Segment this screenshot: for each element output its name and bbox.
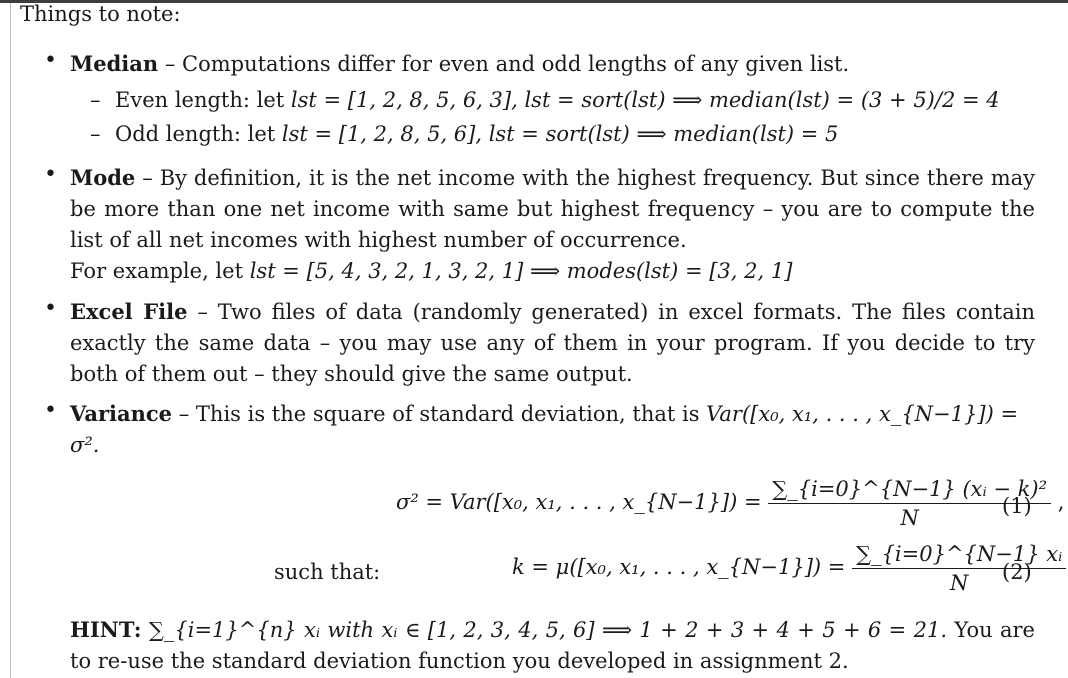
mode-sep: – — [142, 166, 153, 190]
mode-example-label: For example, let — [70, 259, 244, 283]
bullet-excel: • — [44, 296, 57, 321]
mode-item — [70, 162, 1035, 256]
dash-odd: – — [90, 122, 101, 146]
dash-even: – — [90, 88, 101, 112]
equation-2 — [512, 542, 1066, 595]
median-even — [115, 88, 1000, 112]
eq2-numerator: ∑_{i=0}^{N−1} xᵢ — [852, 542, 1066, 569]
mode-example — [70, 256, 1035, 287]
excel-term: Excel File — [70, 299, 188, 324]
eq2-denominator: N — [950, 571, 969, 595]
eq2-number: (2) — [1002, 560, 1032, 584]
eq2-lhs: k = μ([x₀, x₁, . . . , x_{N−1}]) = — [512, 555, 846, 579]
excel-sep: – — [197, 300, 208, 324]
eq1-denominator: N — [900, 506, 919, 530]
median-desc: Computations differ for even and odd lengths of any given list. — [182, 52, 850, 76]
mode-term: Mode — [70, 165, 136, 190]
hint-label: HINT: — [70, 617, 142, 642]
median-sep: – — [164, 52, 176, 76]
hint-formula: ∑_{i=1}^{n} xᵢ with xᵢ ∈ [1, 2, 3, 4, 5, 6] ⟹ 1 + 2 + 3 + 4 + 5 + 6 = 21. — [148, 618, 948, 642]
equation-1 — [396, 477, 1064, 530]
hint-text: You are to re-use the standard deviation function you developed in assignment 2. — [70, 618, 1035, 673]
variance-sep: – — [178, 402, 190, 426]
mode-example-formula: lst = [5, 4, 3, 2, 1, 3, 2, 1] ⟹ modes(lst) = [3, 2, 1] — [249, 259, 793, 283]
section-header: Things to note: — [20, 2, 181, 26]
hint-block — [70, 614, 1035, 677]
median-odd-formula: lst = [1, 2, 8, 5, 6], lst = sort(lst) ⟹ median(lst) = 5 — [281, 122, 839, 146]
excel-item — [70, 296, 1035, 390]
median-item — [70, 48, 1035, 80]
left-margin-line — [10, 3, 11, 678]
median-odd — [115, 122, 838, 146]
bullet-variance: • — [44, 398, 57, 423]
variance-inline-formula: Var([x₀, x₁, . . . , x_{N−1}]) = σ². — [70, 402, 1019, 457]
median-even-formula: lst = [1, 2, 8, 5, 6, 3], lst = sort(lst) ⟹ median(lst) = (3 + 5)/2 = 4 — [290, 88, 1000, 112]
eq2-label: such that: — [274, 560, 381, 584]
median-term: Median — [70, 51, 159, 76]
excel-desc: Two files of data (randomly generated) in excel formats. The files contain exactly the same data – you may use any of them in your program. If you decide to try both of them out – they should give the same output. — [70, 300, 1035, 386]
eq1-tail: , — [1057, 490, 1065, 514]
eq1-lhs: σ² = Var([x₀, x₁, . . . , x_{N−1}]) = — [396, 490, 762, 514]
variance-desc: This is the square of standard deviation, that is — [195, 402, 700, 426]
eq1-number: (1) — [1002, 494, 1032, 518]
mode-desc: By definition, it is the net income with the highest frequency. But since there may be more than one net income with same but highest frequency – you are to compute the list of all net incomes with highest number of occurrence. — [70, 166, 1035, 252]
bullet-median: • — [44, 48, 57, 73]
median-odd-label: Odd length: let — [115, 122, 276, 146]
eq1-numerator: ∑_{i=0}^{N−1} (xᵢ − k)² — [768, 477, 1051, 504]
variance-item — [70, 398, 1035, 461]
bullet-mode: • — [44, 162, 57, 187]
eq2-fraction — [852, 542, 1066, 595]
median-even-label: Even length: let — [115, 88, 285, 112]
variance-term: Variance — [70, 401, 173, 426]
